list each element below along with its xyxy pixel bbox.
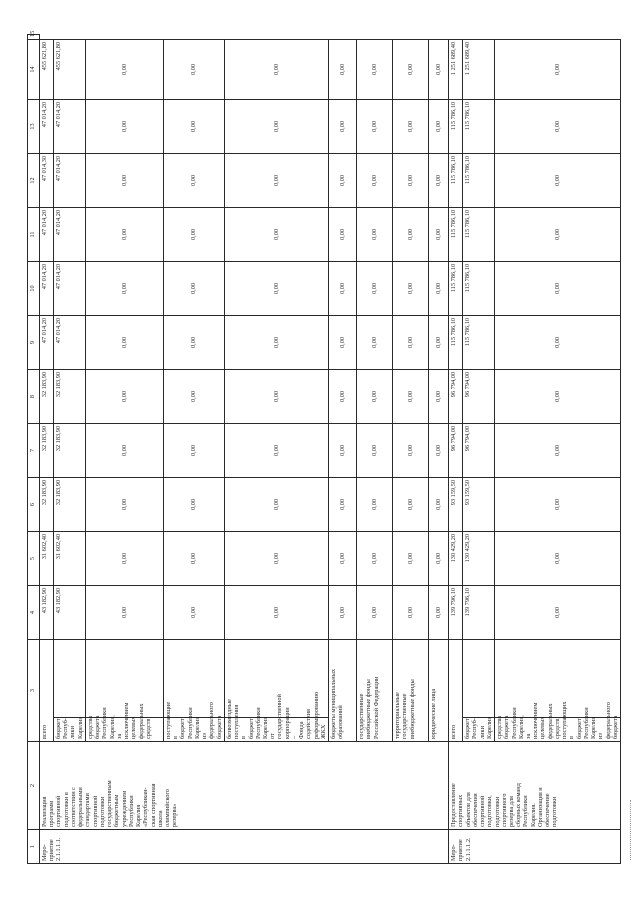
amount-cell: 43 182,90 [40, 586, 54, 640]
amount-cell: 0,00 [393, 424, 429, 478]
column-number: 4 [28, 586, 40, 640]
amount-cell: 0,00 [85, 370, 163, 424]
amount-cell: 32 183,90 [54, 478, 86, 532]
amount-cell: 0,00 [429, 370, 449, 424]
amount-cell: 0,00 [163, 478, 224, 532]
amount-cell: 0,00 [163, 532, 224, 586]
funding-source: территориальные государственные внебюджетные фонды [393, 640, 429, 742]
amount-cell: 32 183,90 [40, 424, 54, 478]
table-row [357, 35, 393, 864]
amount-cell: 32 183,90 [40, 370, 54, 424]
amount-cell: 0,00 [224, 370, 328, 424]
column-number: 15 [28, 35, 40, 40]
amount-cell: 0,00 [85, 586, 163, 640]
amount-cell: 0,00 [163, 316, 224, 370]
amount-cell: 0,00 [85, 100, 163, 154]
amount-cell: 0,00 [393, 262, 429, 316]
amount-cell: 43 182,90 [54, 586, 86, 640]
amount-cell: 139 796,10 [449, 586, 463, 640]
amount-cell: 0,00 [329, 262, 357, 316]
amount-cell: 96 794,00 [449, 370, 463, 424]
amount-cell: 0,00 [85, 154, 163, 208]
column-number: 1 [28, 830, 40, 864]
column-number: 13 [28, 100, 40, 154]
measure-number: Меро- приятие 2.1.1.1.2. [449, 830, 621, 864]
column-number: 8 [28, 370, 40, 424]
amount-cell: 0,00 [357, 208, 393, 262]
amount-cell: 115 786,10 [449, 316, 463, 370]
amount-cell: 47 014,20 [40, 262, 54, 316]
measure-name: Предоставление спортивных объектов для обеспечения спортивной подготовки, подготовки спортивного резерва для сборных команд Республики Карелия. Организация и обеспечение подготовки [449, 742, 621, 830]
amount-cell: 0,00 [329, 208, 357, 262]
table-row [329, 35, 357, 864]
funding-source: средства бюджета Республики Карелия, за исключением целевых федеральных средств, поступающих в бюджет Республики Карелия из федерального бюджета [495, 718, 621, 742]
amount-cell: 0,00 [224, 262, 328, 316]
amount-cell: 1 251 689,40 [449, 40, 463, 100]
amount-cell: 47 014,20 [54, 262, 86, 316]
amount-cell: 47 014,20 [54, 154, 86, 208]
amount-cell: 0,00 [393, 154, 429, 208]
amount-cell: 0,00 [495, 40, 621, 100]
table-row [54, 35, 86, 864]
column-number: 2 [28, 742, 40, 830]
amount-cell: 93 159,50 [463, 478, 495, 532]
amount-cell: 115 786,10 [463, 316, 495, 370]
amount-cell: 0,00 [357, 100, 393, 154]
column-number: 6 [28, 478, 40, 532]
amount-cell: 0,00 [429, 208, 449, 262]
table-body [40, 35, 621, 864]
amount-cell: 130 429,20 [463, 532, 495, 586]
amount-cell: 0,00 [429, 100, 449, 154]
amount-cell: 0,00 [393, 40, 429, 100]
amount-cell: 47 014,20 [40, 100, 54, 154]
funding-source: бюджет Респуб- лики Карелия [463, 718, 495, 742]
amount-cell: 0,00 [163, 586, 224, 640]
scan-artifact [630, 800, 633, 860]
amount-cell: 0,00 [163, 208, 224, 262]
amount-cell: 0,00 [329, 316, 357, 370]
amount-cell: 0,00 [85, 208, 163, 262]
amount-cell: 0,00 [495, 424, 621, 478]
column-number: 12 [28, 154, 40, 208]
amount-cell: 0,00 [163, 40, 224, 100]
amount-cell: 96 794,00 [463, 424, 495, 478]
amount-cell: 0,00 [357, 478, 393, 532]
funding-source: юридические лица [429, 640, 449, 742]
amount-cell: 0,00 [224, 100, 328, 154]
amount-cell: 0,00 [224, 586, 328, 640]
amount-cell: 0,00 [224, 532, 328, 586]
table-row [393, 35, 429, 864]
amount-cell: 0,00 [393, 100, 429, 154]
table-row [163, 35, 224, 864]
amount-cell: 0,00 [357, 586, 393, 640]
amount-cell: 0,00 [163, 100, 224, 154]
funding-source: всего [449, 640, 463, 742]
amount-cell: 0,00 [85, 532, 163, 586]
funding-detail [163, 640, 224, 718]
amount-cell: 0,00 [429, 316, 449, 370]
amount-cell: 115 786,10 [449, 154, 463, 208]
column-number: 5 [28, 532, 40, 586]
amount-cell: 0,00 [224, 40, 328, 100]
funding-source: поступающие в бюджет Республики Карелия из федерального бюджета [163, 718, 224, 742]
amount-cell: 115 786,10 [463, 154, 495, 208]
funding-detail [54, 640, 86, 718]
amount-cell: 0,00 [429, 154, 449, 208]
amount-cell: 0,00 [85, 316, 163, 370]
funding-detail [463, 640, 495, 718]
amount-cell: 0,00 [357, 154, 393, 208]
funding-source: безвозмездные поступления в бюджет Республики Карелия от государственной корпорации – Фонда содействия реформированию ЖКХ [224, 718, 328, 742]
amount-cell: 115 786,10 [463, 100, 495, 154]
table-row [449, 35, 463, 864]
funding-source: средства бюджета Республики Карелия, за исключением целевых федеральных средств [85, 718, 163, 742]
amount-cell: 47 014,20 [54, 316, 86, 370]
funding-source: бюджеты муниципальных образований [329, 640, 357, 742]
table-row [463, 35, 495, 864]
amount-cell: 0,00 [495, 262, 621, 316]
column-number-row [28, 35, 40, 864]
amount-cell: 31 602,40 [40, 532, 54, 586]
amount-cell: 0,00 [495, 370, 621, 424]
amount-cell: 96 794,00 [463, 370, 495, 424]
funding-source: бюджет Респуб- лики Карелия [54, 718, 86, 742]
table-row [495, 35, 621, 864]
amount-cell: 115 786,10 [449, 262, 463, 316]
amount-cell: 115 786,10 [463, 262, 495, 316]
amount-cell: 455 621,80 [54, 40, 86, 100]
amount-cell: 0,00 [329, 586, 357, 640]
amount-cell: 0,00 [329, 154, 357, 208]
amount-cell: 0,00 [357, 316, 393, 370]
amount-cell: 0,00 [329, 370, 357, 424]
amount-cell: 115 786,10 [449, 100, 463, 154]
amount-cell: 47 014,20 [40, 316, 54, 370]
amount-cell: 0,00 [163, 424, 224, 478]
amount-cell: 0,00 [329, 478, 357, 532]
amount-cell: 0,00 [163, 370, 224, 424]
table-row [85, 35, 163, 864]
table-row [40, 35, 54, 864]
amount-cell: 0,00 [224, 208, 328, 262]
amount-cell: 32 183,90 [54, 370, 86, 424]
amount-cell: 0,00 [85, 478, 163, 532]
amount-cell: 0,00 [429, 424, 449, 478]
amount-cell: 0,00 [393, 532, 429, 586]
funding-detail [495, 640, 621, 718]
amount-cell: 0,00 [429, 262, 449, 316]
amount-cell: 0,00 [357, 532, 393, 586]
amount-cell: 0,00 [429, 40, 449, 100]
amount-cell: 0,00 [495, 154, 621, 208]
amount-cell: 0,00 [429, 532, 449, 586]
amount-cell: 47 014,20 [54, 100, 86, 154]
measure-number: Меро- приятие 2.1.1.1.1. [40, 830, 449, 864]
amount-cell: 0,00 [429, 586, 449, 640]
amount-cell: 31 602,40 [54, 532, 86, 586]
column-number: 7 [28, 424, 40, 478]
amount-cell: 0,00 [393, 316, 429, 370]
amount-cell: 0,00 [329, 532, 357, 586]
amount-cell: 47 014,20 [40, 208, 54, 262]
amount-cell: 0,00 [393, 586, 429, 640]
amount-cell: 0,00 [163, 262, 224, 316]
amount-cell: 139 796,10 [463, 586, 495, 640]
amount-cell: 0,00 [357, 370, 393, 424]
table-row [429, 35, 449, 864]
amount-cell: 0,00 [393, 208, 429, 262]
amount-cell: 96 794,00 [449, 424, 463, 478]
amount-cell: 0,00 [224, 316, 328, 370]
funding-source: всего [40, 640, 54, 742]
amount-cell: 0,00 [85, 40, 163, 100]
column-number: 9 [28, 316, 40, 370]
amount-cell: 47 014,30 [40, 154, 54, 208]
amount-cell: 0,00 [393, 478, 429, 532]
amount-cell: 0,00 [393, 370, 429, 424]
amount-cell: 0,00 [495, 532, 621, 586]
amount-cell: 0,00 [224, 424, 328, 478]
amount-cell: 93 159,50 [449, 478, 463, 532]
amount-cell: 0,00 [357, 40, 393, 100]
amount-cell: 455 621,80 [40, 40, 54, 100]
amount-cell: 115 786,10 [463, 208, 495, 262]
amount-cell: 0,00 [495, 208, 621, 262]
budget-table [27, 30, 621, 864]
amount-cell: 0,00 [329, 40, 357, 100]
amount-cell: 0,00 [329, 424, 357, 478]
amount-cell: 0,00 [357, 262, 393, 316]
amount-cell: 115 786,10 [449, 208, 463, 262]
amount-cell: 0,00 [357, 424, 393, 478]
amount-cell: 130 429,20 [449, 532, 463, 586]
amount-cell: 0,00 [85, 262, 163, 316]
amount-cell: 0,00 [495, 478, 621, 532]
amount-cell: 0,00 [85, 424, 163, 478]
column-number: 11 [28, 208, 40, 262]
amount-cell: 0,00 [329, 100, 357, 154]
table-row [224, 35, 328, 864]
measure-name: Реализация программ спортивной подготовки в соответствии с федеральными стандартами спортивной подготовки государственным бюджетным учреждением Республики Карелия «Республикан- ская спортивная школа олимпийского резерва» [40, 742, 449, 830]
amount-cell: 32 183,90 [40, 478, 54, 532]
amount-cell: 32 183,90 [54, 424, 86, 478]
amount-cell: 0,00 [224, 478, 328, 532]
column-number: 10 [28, 262, 40, 316]
amount-cell: 1 251 689,40 [463, 40, 495, 100]
column-number: 3 [28, 640, 40, 742]
amount-cell: 0,00 [495, 316, 621, 370]
amount-cell: 47 014,20 [54, 208, 86, 262]
amount-cell: 0,00 [224, 154, 328, 208]
column-number: 14 [28, 40, 40, 100]
amount-cell: 0,00 [163, 154, 224, 208]
budget-table-sheet [27, 30, 619, 864]
amount-cell: 0,00 [495, 100, 621, 154]
funding-source: государственные внебюджетные фонды Российской Федерации [357, 640, 393, 742]
amount-cell: 0,00 [429, 478, 449, 532]
amount-cell: 0,00 [495, 586, 621, 640]
